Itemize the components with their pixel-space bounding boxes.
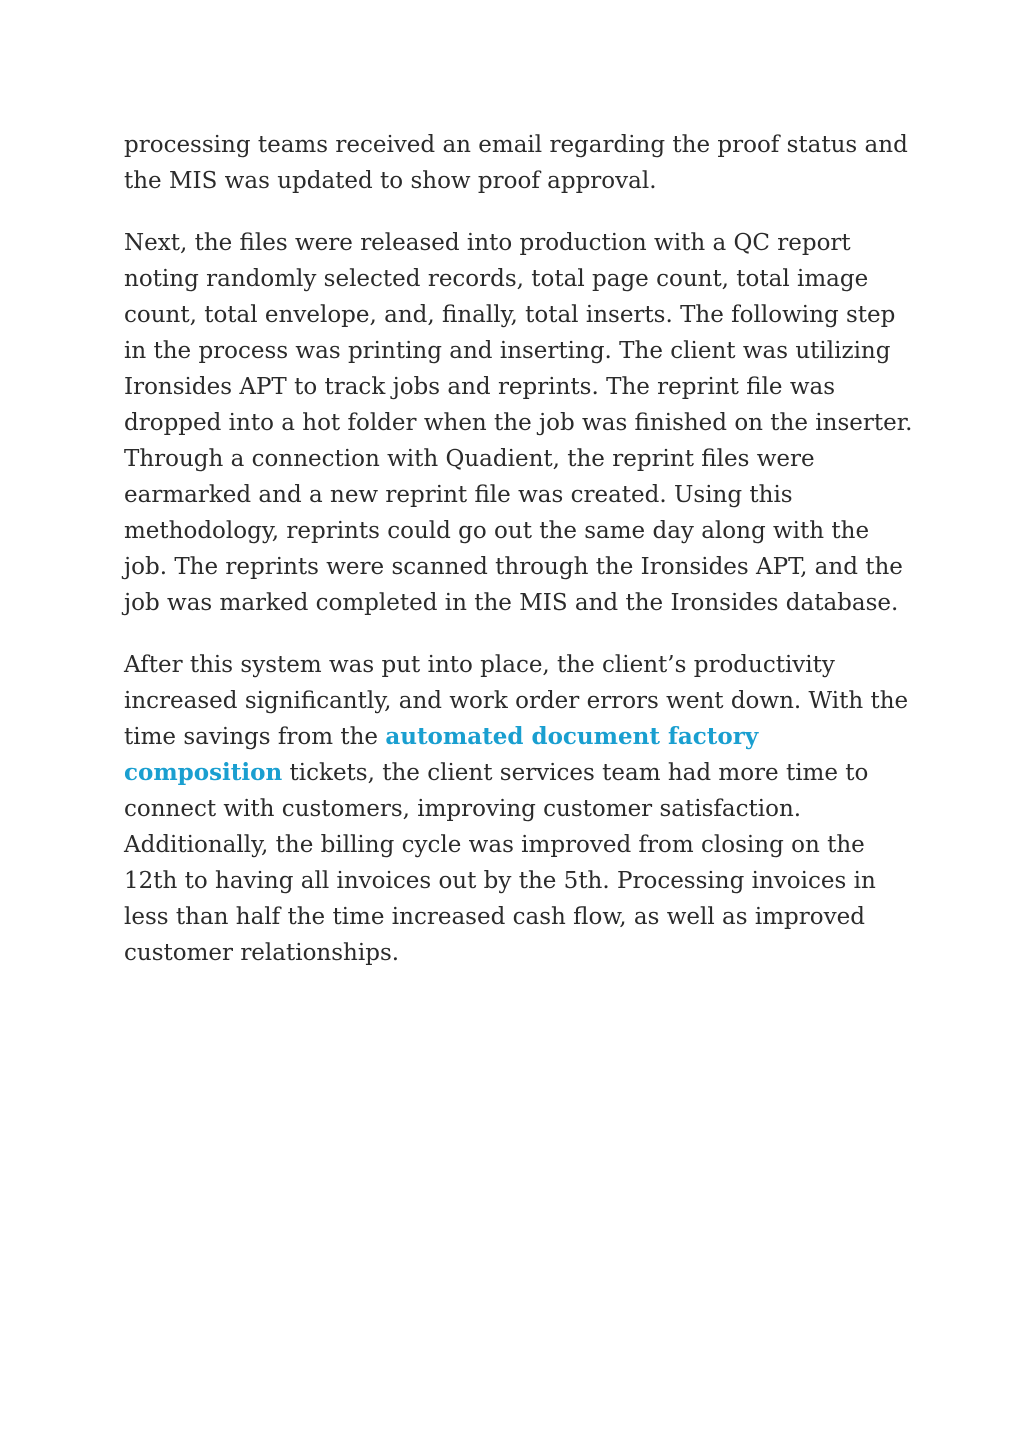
automated-document-factory-link[interactable]: automated document factory composition bbox=[124, 723, 759, 786]
paragraph-production-process bbox=[124, 225, 914, 621]
article-body bbox=[124, 127, 914, 997]
paragraph-text-after-link: tickets, the client services team had more time to connect with customers, improving customer satisfaction. Additionally, the billing cycle was improved from closing on the 12th to having all invoices out by the 5th. Processing invoices in less than half the time increased cash flow, as well as improved customer relationships. bbox=[124, 760, 876, 966]
paragraph-text-before-link: After this system was put into place, the client’s productivity increased significantly, and work order errors went down. With the time savings from the bbox=[124, 652, 909, 750]
paragraph-text: processing teams received an email regarding the proof status and the MIS was updated to show proof approval. bbox=[124, 132, 908, 194]
paragraph-text: Next, the files were released into production with a QC report noting randomly selected records, total page count, total image count, total envelope, and, finally, total inserts. The following step in the process was printing and inserting. The client was utilizing Ironsides APT to track jobs and reprints. The reprint file was dropped into a hot folder when the job was finished on the inserter. Through a connection with Quadient, the reprint files were earmarked and a new reprint file was created. Using this methodology, reprints could go out the same day along with the job. The reprints were scanned through the Ironsides APT, and the job was marked completed in the MIS and the Ironsides database. bbox=[124, 230, 913, 616]
paragraph-proof-status bbox=[124, 127, 914, 199]
paragraph-results bbox=[124, 647, 914, 971]
